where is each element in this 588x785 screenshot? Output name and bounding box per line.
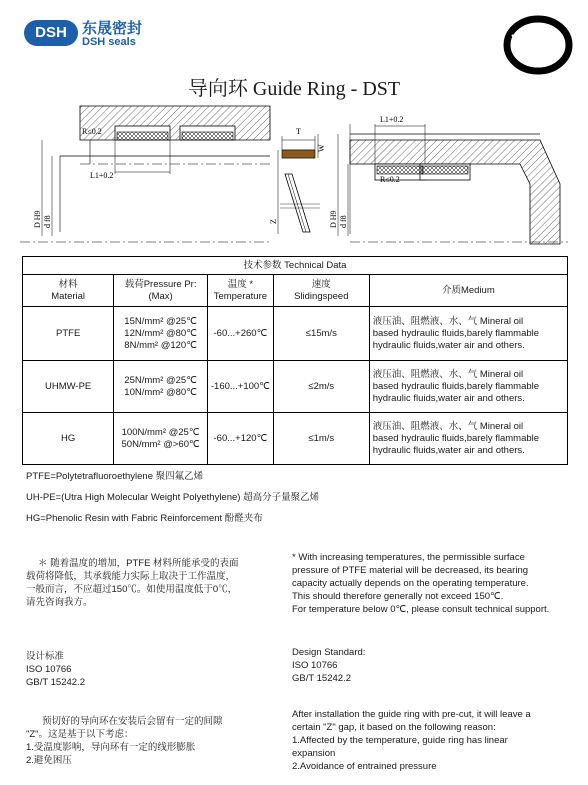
right-radius-label: R≤0.2	[380, 175, 400, 184]
left-d-outer-label: D H9	[33, 210, 42, 228]
brand-name-en: DSH seals	[82, 36, 136, 48]
technical-drawing	[20, 104, 568, 252]
page-title: 导向环 Guide Ring - DST	[187, 78, 401, 100]
precut-note-en: After installation the guide ring with pre-cut, it will leave a certain "Z" gap, it based on the following reason: 1.Affected by the temperature, guide ring has linear expansion 2.Avoidance of entrained pressure	[292, 709, 531, 772]
table-row: PTFE 15N/mm² @25℃ 12N/mm² @80℃ 8N/mm² @120℃ -60...+260℃ ≤15m/s 液压油、阻燃液、水、气 Mineral oil based hydraulic fluids,barely flammable hydraulic fluids,water air and others.	[23, 307, 568, 361]
guide-ring-icon	[503, 13, 573, 75]
center-section	[278, 134, 320, 234]
right-d-outer-label: D H9	[329, 210, 338, 228]
header-speed: 速度 Slidingspeed	[273, 275, 369, 307]
design-standard-en: Design Standard: ISO 10766 GB/T 15242.2	[292, 647, 366, 684]
abbrev-uhpe: UH-PE=(Utra High Molecular Weight Polyethylene) 超高分子量聚乙烯	[26, 492, 320, 503]
center-t-label: T	[296, 127, 301, 136]
table-header-row	[23, 275, 568, 307]
right-l-label: L1+0.2	[380, 115, 404, 124]
left-radius-label: R≤0.2	[82, 127, 102, 136]
header-load: 载荷Pressure Pr: (Max)	[114, 275, 208, 307]
temp-note-en: * With increasing temperatures, the permissible surface pressure of PTFE material will be decreased, its bearing capacity actually depends on the operating temperature. This should therefore generally not exceed 150℃. For temperature below 0℃, please consult technical support.	[292, 552, 550, 615]
brand-name-cn: 东晟密封	[82, 20, 143, 37]
table-row: UHMW-PE 25N/mm² @25℃ 10N/mm² @80℃ -160...+100℃ ≤2m/s 液压油、阻燃液、水、气 Mineral oil based hydraulic fluids,barely flammable hydraulic fluids,water air and others.	[23, 361, 568, 413]
header-material: 材料 Material	[23, 275, 114, 307]
technical-data-table	[22, 256, 568, 465]
design-standard-cn: 设计标准 ISO 10766 GB/T 15242.2	[26, 651, 85, 688]
abbrev-ptfe: PTFE=Polytetrafluoroethylene 聚四氟乙烯	[26, 471, 204, 482]
abbrev-hg: HG=Phenolic Resin with Fabric Reinforcement 酚醛夹布	[26, 513, 263, 524]
header-medium: 介质Medium	[369, 275, 567, 307]
center-w-label: W	[317, 144, 326, 152]
left-d-inner-label: d f8	[43, 215, 52, 228]
precut-note-cn: 预切好的导向环在安装后会留有一定的间隙 "Z"。这是基于以下考虑： 1.受温度影响，导向环有一定的线形膨胀 2.避免困压	[26, 716, 223, 766]
header-temperature: 温度 * Temperature	[207, 275, 273, 307]
left-l-label: L1+0.2	[90, 171, 114, 180]
table-row: HG 100N/mm² @25℃ 50N/mm² @>60℃ -60...+120℃ ≤1m/s 液压油、阻燃液、水、气 Mineral oil based hydraulic fluids,barely flammable hydraulic fluids,water air and others.	[23, 413, 568, 465]
table-caption: 技术参数 Technical Data	[23, 257, 568, 275]
center-z-label: Z	[269, 219, 278, 224]
brand-logo: DSH	[24, 20, 78, 46]
right-d-inner-label: d f8	[339, 215, 348, 228]
right-section	[338, 124, 568, 244]
left-section	[20, 106, 270, 242]
temp-note-cn: ＊ 随着温度的增加，PTFE 材料所能承受的表面 载荷将降低，其承载能力实际上取决于工作温度， 一般而言，不应超过150℃。如使用温度低于0℃， 请先咨询我方。	[26, 558, 239, 608]
